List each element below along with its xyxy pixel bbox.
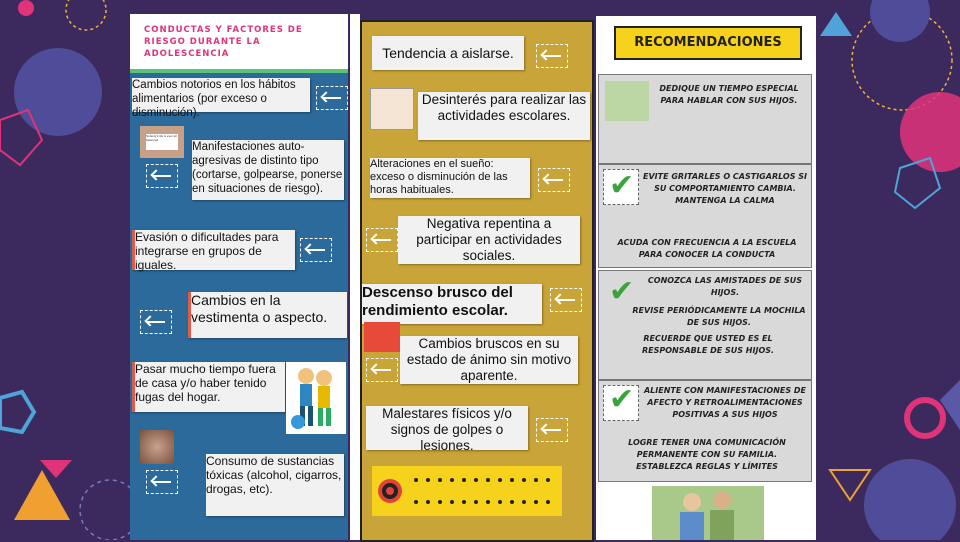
- arrow-left-icon: [300, 238, 332, 262]
- risk-item-text: Evasión o dificultades para integrarse en grupos de iguales.: [135, 230, 279, 272]
- warning-item-text: Desinterés para realizar las actividades escolares.: [421, 92, 587, 123]
- panel-divider: [350, 14, 360, 540]
- risk-item-text: Consumo de sustancias tóxicas (alcohol, cigarros, drogas, etc).: [206, 454, 342, 496]
- risk-item-text: Cambios notorios en los hábitos alimentarios (por exceso o disminución).: [132, 79, 296, 119]
- checkmark-icon: ✔: [609, 382, 635, 417]
- recommendation-text: RECUERDE QUE USTED ES EL RESPONSABLE DE SUS HIJOS.: [641, 334, 775, 355]
- recommendation-card: [598, 380, 812, 482]
- risk-item: [132, 78, 310, 119]
- header-underline: [130, 69, 348, 73]
- kids-illustration: [286, 362, 346, 434]
- checkmark-icon: ✔: [609, 168, 635, 203]
- hug-photo: [652, 486, 764, 540]
- warning-item: [372, 36, 524, 70]
- recommendation-text: ALIENTE CON MANIFESTACIONES DE AFECTO Y RETROALIMENTACIONES POSITIVAS A SUS HIJOS: [643, 386, 807, 419]
- arrow-left-icon: [146, 164, 178, 188]
- risk-item: [188, 292, 347, 338]
- risk-item: [192, 140, 344, 200]
- decorative-dotted-strip: [372, 466, 562, 516]
- recommendation-text: LOGRE TENER UNA COMUNICACIÓN PERMANENTE CON SU FAMILIA. ESTABLEZCA REGLAS Y LÍMITES: [628, 438, 786, 471]
- warning-item-text: Malestares físicos y/o signos de golpes o lesiones.: [382, 406, 512, 453]
- photo-thumbnail: [140, 126, 184, 158]
- risk-item-text: Pasar mucho tiempo fuera de casa y/o haber tenido fugas del hogar.: [135, 362, 276, 404]
- warning-item-text: Cambios bruscos en su estado de ánimo sin motivo aparente.: [406, 336, 572, 383]
- substances-photo: [140, 430, 174, 464]
- risk-factors-header: [130, 14, 348, 70]
- warning-item-text: Tendencia a aislarse.: [382, 45, 514, 61]
- recommendation-text: DEDIQUE UN TIEMPO ESPECIAL PARA HABLAR CON SUS HIJOS.: [659, 84, 799, 105]
- recommendation-text: REVISE PERIÓDICAMENTE LA MOCHILA DE SUS HIJOS.: [632, 306, 806, 327]
- risk-item-text: Manifestaciones auto-agresivas de distinto tipo (cortarse, golpearse, ponerse en situaciones de riesgo).: [192, 141, 343, 195]
- warning-item: [418, 92, 590, 140]
- recommendation-text: ACUDA CON FRECUENCIA A LA ESCUELA PARA CONOCER LA CONDUCTA: [617, 238, 797, 259]
- warning-item: [366, 406, 528, 453]
- recommendation-text: CONOZCA LAS AMISTADES DE SUS HIJOS.: [647, 276, 803, 297]
- study-photo: [370, 88, 414, 130]
- warning-signs-panel: [360, 20, 594, 542]
- checkmark-icon: ✔: [609, 274, 635, 309]
- warning-item-text: Negativa repentina a participar en actividades sociales.: [416, 216, 562, 263]
- warning-item: [398, 216, 580, 264]
- warning-item: [370, 158, 530, 198]
- risk-factors-panel: [130, 14, 348, 540]
- arrow-left-icon: [550, 288, 582, 312]
- arrow-left-icon: [316, 86, 348, 110]
- risk-factors-title: CONDUCTAS Y FACTORES DE RIESGO DURANTE LA ADOLESCENCIA: [144, 25, 303, 59]
- mood-photo: [364, 322, 400, 352]
- arrow-left-icon: [538, 168, 570, 192]
- risk-item-text: Cambios en la vestimenta o aspecto.: [191, 292, 328, 325]
- arrow-left-icon: [140, 310, 172, 334]
- recommendation-card: [598, 270, 812, 380]
- warning-item: [400, 336, 578, 384]
- recommendations-panel: [596, 16, 816, 540]
- photo-caption: Nobody's life is ever all balanced: [146, 134, 178, 150]
- recommendation-card: [598, 74, 812, 164]
- risk-item: [206, 454, 344, 516]
- arrow-left-icon: [366, 358, 398, 382]
- recommendation-text: EVITE GRITARLES O CASTIGARLOS SI SU COMPORTAMIENTO CAMBIA. MANTENGA LA CALMA: [643, 172, 807, 205]
- arrow-left-icon: [536, 418, 568, 442]
- warning-item-text: Alteraciones en el sueño: exceso o disminución de las horas habituales.: [370, 158, 508, 196]
- arrow-left-icon: [146, 470, 178, 494]
- arrow-left-icon: [536, 44, 568, 68]
- risk-item: [132, 362, 285, 412]
- family-photo: [605, 81, 649, 121]
- recommendations-title: RECOMENDACIONES: [634, 35, 782, 50]
- recommendation-card: [598, 164, 812, 268]
- warning-item-text: Descenso brusco del rendimiento escolar.: [362, 284, 513, 319]
- recommendations-banner: [614, 26, 802, 60]
- warning-item: [362, 284, 542, 324]
- risk-item: [132, 230, 295, 270]
- arrow-left-icon: [366, 228, 398, 252]
